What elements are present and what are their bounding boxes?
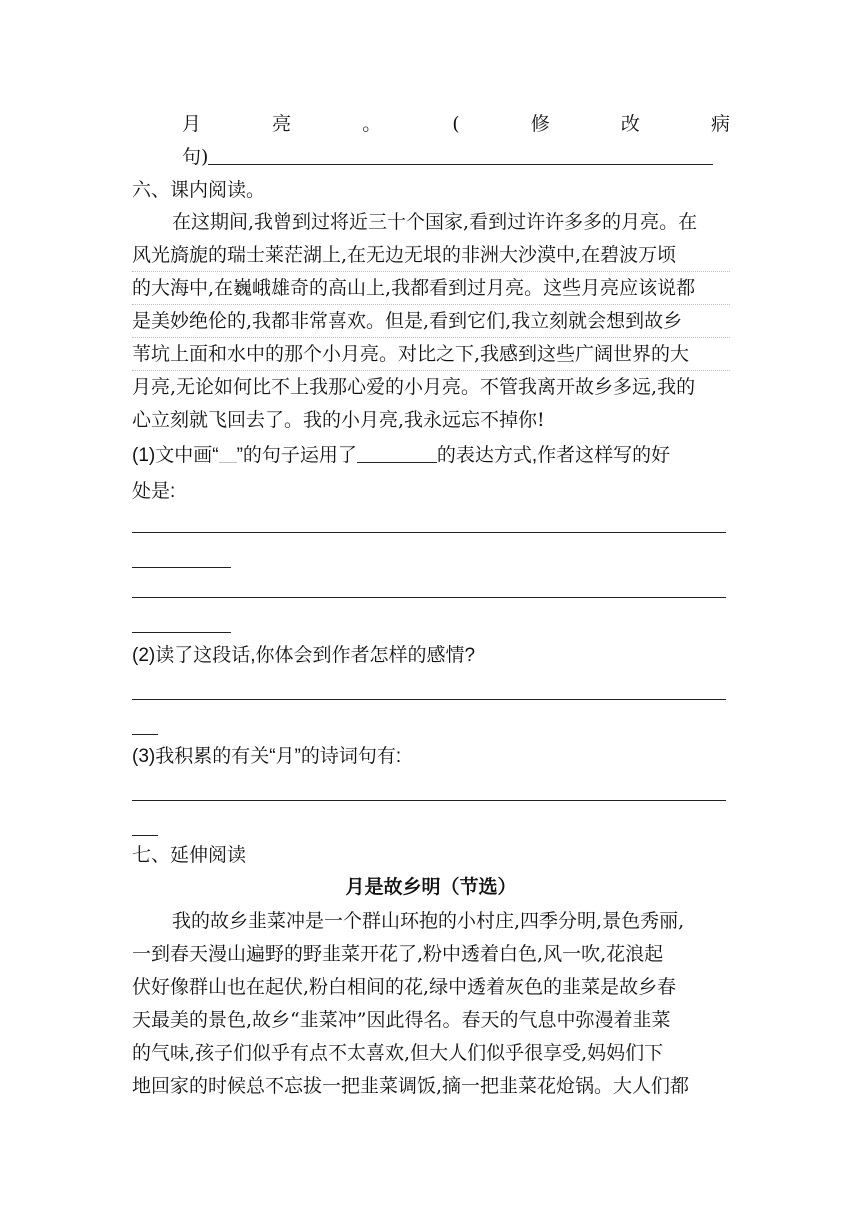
answer-line[interactable] (132, 800, 726, 801)
q5-spread-line (182, 108, 730, 140)
spread-char: 月 (182, 113, 202, 135)
question-1-cont: 处是: (132, 481, 176, 502)
passage-line-underlined: 苇坑上面和水中的那个小月亮。对比之下,我感到这些广阔世界的大 (132, 338, 730, 371)
section7-heading: 七、延伸阅读 (132, 844, 247, 866)
question-1: (1)文中画“ ”的句子运用了 的表达方式,作者这样写的好 (132, 440, 730, 472)
article-line: 伏好像群山也在起伏,粉白相间的花,绿中透着灰色的韭菜是故乡春 (132, 976, 677, 998)
question-3: (3)我积累的有关“月”的诗词句有: (132, 746, 402, 767)
spread-char: 修 (530, 113, 550, 135)
answer-line[interactable] (132, 567, 231, 568)
article-line: 地回家的时候总不忘拔一把韭菜调饭,摘一把韭菜花炝锅。大人们都 (132, 1075, 690, 1097)
spread-char: 改 (620, 113, 640, 135)
article-line: 天最美的景色,故乡“韭菜冲”因此得名。春天的气息中弥漫着韭菜 (132, 1009, 671, 1031)
q5-prefix: 句) (182, 146, 209, 168)
answer-blank[interactable] (208, 144, 713, 165)
question-2: (2)读了这段话,你体会到作者怎样的感情? (132, 645, 476, 666)
passage-line-underlined: 的大海中,在巍峨雄奇的高山上,我都看到过月亮。这些月亮应该说都 (132, 272, 730, 305)
answer-line[interactable] (132, 699, 726, 700)
underline-sample (219, 444, 237, 463)
answer-blank[interactable] (357, 442, 437, 463)
spread-char: 。 (362, 113, 382, 135)
article-line: 一到春天漫山遍野的野韭菜开花了,粉中透着白色,风一吹,花浪起 (132, 943, 664, 965)
article-title: 月是故乡明（节选） (345, 877, 517, 898)
answer-line[interactable] (132, 632, 231, 633)
passage-line: 心立刻就飞回去了。我的小月亮,我永远忘不掉你! (132, 409, 545, 431)
answer-line[interactable] (132, 597, 726, 598)
passage-line: 月亮,无论如何比不上我那心爱的小月亮。不管我离开故乡多远,我的 (132, 376, 696, 398)
article-line: 的气味,孩子们似乎有点不太喜欢,但大人们似乎很享受,妈妈们下 (132, 1042, 664, 1064)
passage-line: 在这期间,我曾到过将近三十个国家,看到过许许多多的月亮。在 (172, 211, 698, 233)
spread-char: ( (452, 113, 460, 135)
spread-char: 病 (710, 113, 730, 135)
answer-line[interactable] (132, 734, 158, 735)
article-line: 我的故乡韭菜冲是一个群山环抱的小村庄,四季分明,景色秀丽, (172, 910, 685, 932)
passage-line-underlined: 风光旖旎的瑞士莱茫湖上,在无边无垠的非洲大沙漠中,在碧波万顷 (132, 239, 730, 272)
section6-heading: 六、课内阅读。 (132, 179, 266, 201)
q5-answer-line (182, 141, 730, 173)
answer-line[interactable] (132, 532, 726, 533)
answer-line[interactable] (132, 835, 158, 836)
spread-char: 亮 (272, 113, 292, 135)
passage-line-underlined: 是美妙绝伦的,我都非常喜欢。但是,看到它们,我立刻就会想到故乡 (132, 305, 730, 338)
